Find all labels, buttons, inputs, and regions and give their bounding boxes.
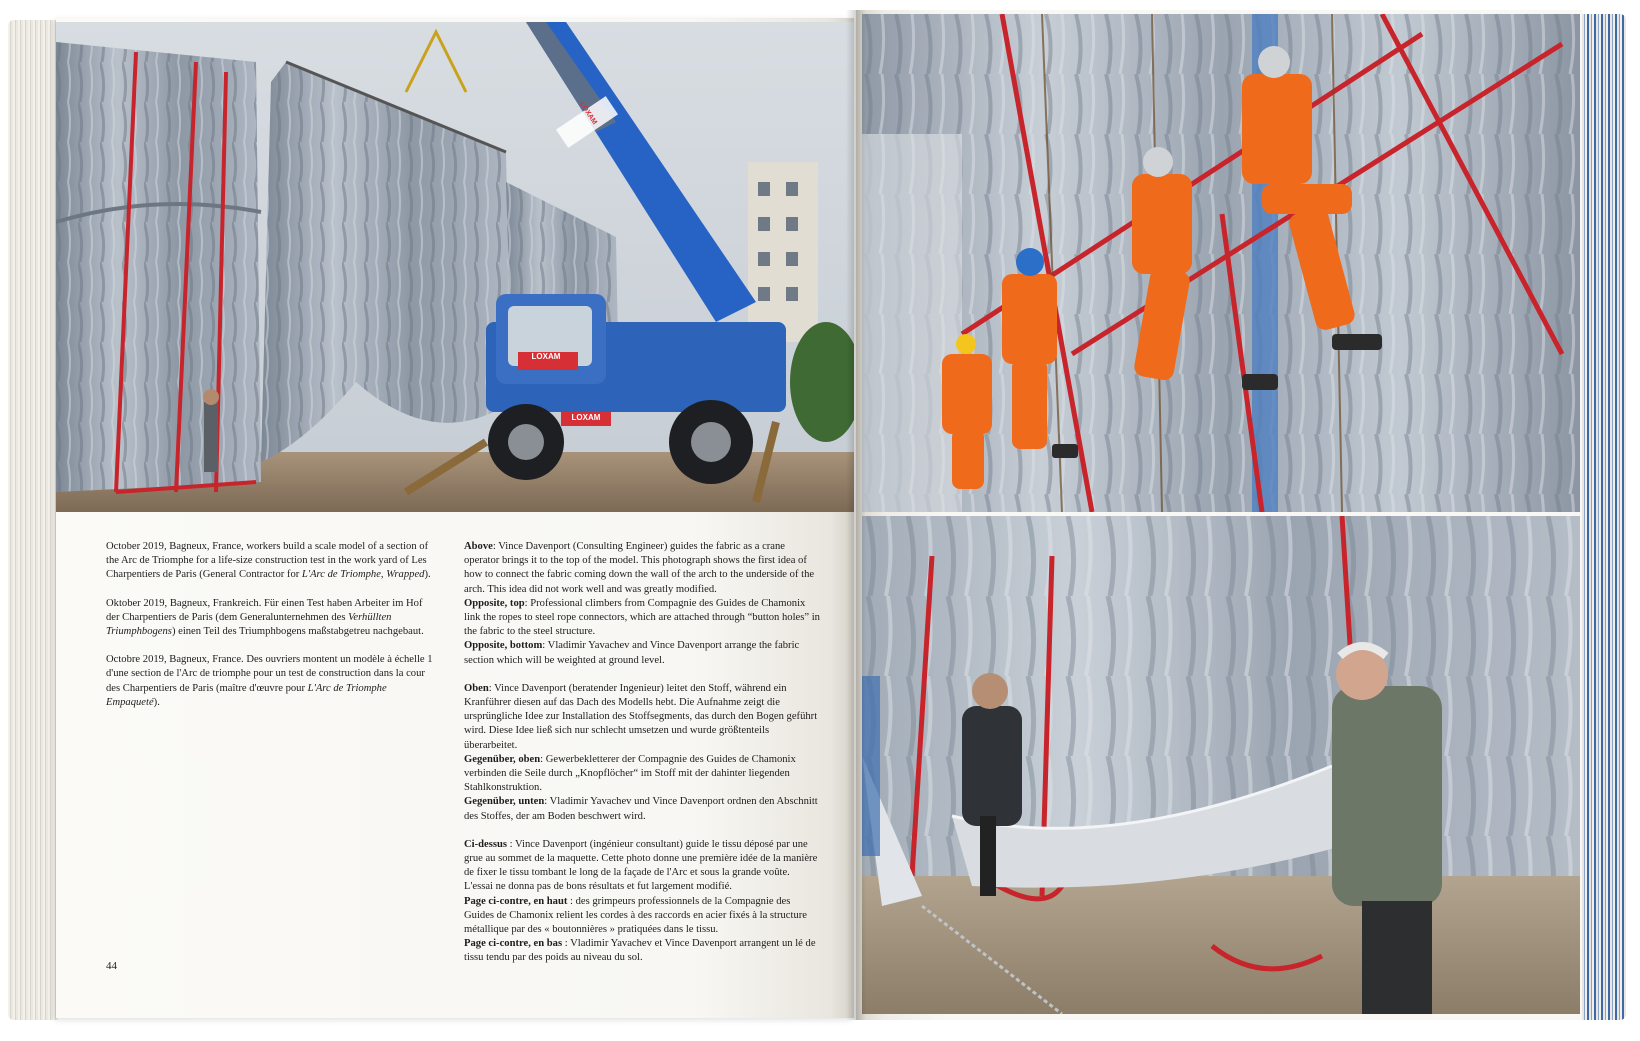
caption-right-column	[464, 540, 820, 980]
captions-german: Oben: Vince Davenport (beratender Ingenieur) leitet den Stoff, während ein Kranführer diesen auf das Dach des Modells hebt. Die Aufnahme zeigt die ursprüngliche Idee zur Installation des Stoffsegments, das durch den Bogen geführt wird. Diese Idee ließ sich nur schlecht umsetzen und wurde größtenteils überarbeitet. Gegenüber, oben: Gewerbekletterer der Compagnie des Guides de Chamonix verbinden die Seile durch „Knopflöcher“ im Stoff mit der dahinter liegenden Stahlkonstruktion. Gegenüber, unten: Vladimir Yavachev und Vince Davenport ordnen den Abschnitt des Stoffes, der am Boden beschwert wird.	[464, 682, 818, 822]
loxam-sign-chassis: LOXAM	[571, 413, 601, 422]
right-page-edges	[1580, 14, 1626, 1020]
right-page	[856, 10, 1582, 1020]
page-number: 44	[106, 960, 117, 972]
book-gutter-shadow	[846, 10, 866, 1020]
photo-climbers-on-fabric	[862, 14, 1580, 512]
loxam-sign-boom: LOXAM	[578, 101, 598, 126]
loxam-sign-cab: LOXAM	[531, 352, 561, 361]
photo-crane-scale-model	[56, 22, 854, 512]
photo-fabric-at-ground	[862, 516, 1580, 1014]
left-page-edges	[8, 20, 58, 1020]
crane-photo-illustration	[56, 22, 854, 512]
caption-german: Oktober 2019, Bagneux, Frankreich. Für einen Test haben Arbeiter im Hof der Charpentiers de Paris (dem Generalunternehmen des Verhüllten Triumphbogens) einen Teil des Triumphbogens maßstabgetreu nachgebaut.	[106, 597, 424, 638]
captions-english: Above: Vince Davenport (Consulting Engineer) guides the fabric as a crane operator brings it to the top of the model. This photograph shows the first idea of how to connect the fabric coming down the wall of the arch to the underside of the arch. This idea did not work well and was greatly modified. Opposite, top: Professional climbers from Compagnie des Guides de Chamonix link the ropes to steel rope connectors, which are attached through “button holes” in the fabric to the steel structure. Opposite, bottom: Vladimir Yavachev and Vince Davenport arrange the fabric section which will be weighted at ground level.	[464, 541, 820, 666]
captions-french: Ci-dessus : Vince Davenport (ingénieur consultant) guide le tissu déposé par une grue au sommet de la maquette. Cette photo donne une première idée de la manière de fixer le tissu tombant le long de la façade de l'Arc et sous la grande voûte. L'essai ne donna pas de bons résultats et fut largement modifié. Page ci-contre, en haut : des grimpeurs professionnels de la Compagnie des Guides de Chamonix relient les cordes à des raccords en acier fixés à la structure métallique par des « boutonnières » pratiquées dans le tissu. Page ci-contre, en bas : Vladimir Yavachev et Vince Davenport arrangent un lé de tissu tendu par des poids au niveau du sol.	[464, 838, 818, 964]
caption-french: Octobre 2019, Bagneux, France. Des ouvriers montent un modèle à échelle 1 d'une section de l'Arc de triomphe pour un test de construction dans la cour des Charpentiers de Paris (maître d'œuvre pour L'Arc de Triomphe Empaqueté).	[106, 654, 433, 708]
caption-left-column	[106, 540, 436, 724]
climbers-photo-illustration	[862, 14, 1580, 512]
fabric-ground-photo-illustration	[862, 516, 1580, 1014]
left-page	[56, 18, 854, 1018]
caption-english: October 2019, Bagneux, France, workers build a scale model of a section of the Arc de Triomphe for a life-size construction test in the work yard of Les Charpentiers de Paris (General Contractor for L'Arc de Triomphe, Wrapped).	[106, 541, 431, 581]
